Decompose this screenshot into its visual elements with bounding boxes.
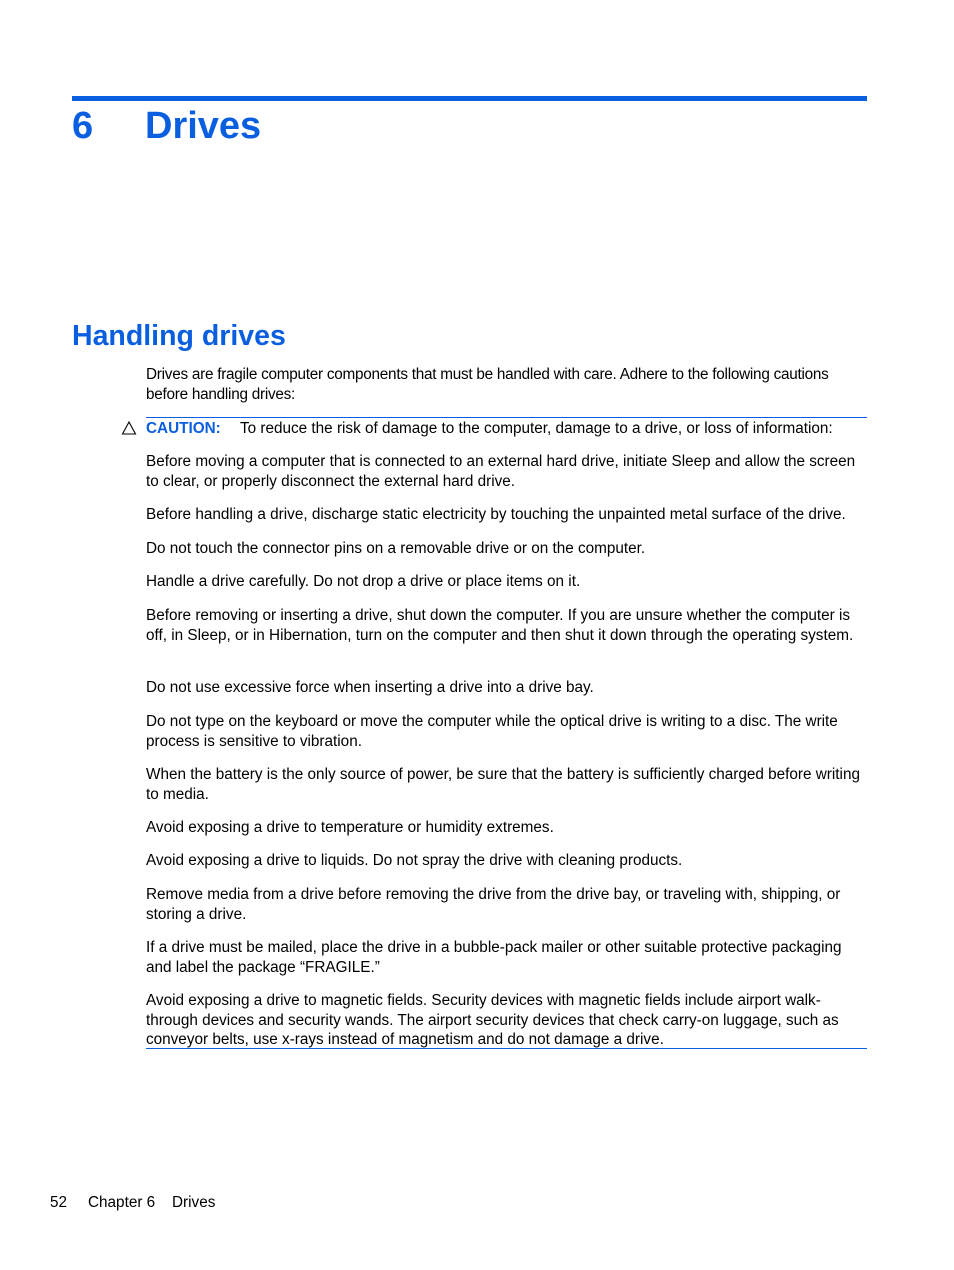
caution-bottom-rule <box>146 1048 867 1049</box>
caution-item: Before removing or inserting a drive, shut down the computer. If you are unsure whether the computer is off, in Sleep, or in Hibernation, turn on the computer and then shut it down through the operating system. <box>146 607 854 644</box>
caution-label: CAUTION: <box>146 420 221 437</box>
caution-line <box>146 419 868 439</box>
caution-item: Before handling a drive, discharge static electricity by touching the unpainted metal surface of the drive. <box>146 506 846 523</box>
caution-item: Handle a drive carefully. Do not drop a drive or place items on it. <box>146 573 581 590</box>
caution-item: When the battery is the only source of power, be sure that the battery is sufficiently charged before writing to media. <box>146 766 860 803</box>
caution-item: Do not type on the keyboard or move the computer while the optical drive is writing to a disc. The write process is sensitive to vibration. <box>146 713 838 750</box>
caution-item: Do not touch the connector pins on a removable drive or on the computer. <box>146 540 646 557</box>
caution-top-rule <box>146 417 867 418</box>
caution-triangle-icon <box>120 418 138 438</box>
caution-text: To reduce the risk of damage to the computer, damage to a drive, or loss of information: <box>240 420 833 437</box>
chapter-title: Drives <box>145 105 262 147</box>
footer-chapter-label: Chapter 6 <box>88 1194 156 1211</box>
footer-page-number: 52 <box>50 1194 68 1211</box>
footer-chapter-title: Drives <box>172 1194 216 1211</box>
intro-paragraph: Drives are fragile computer components that must be handled with care. Adhere to the following cautions before handling drives: <box>146 366 829 403</box>
caution-item: Avoid exposing a drive to magnetic fields. Security devices with magnetic fields include airport walk-through devices and security wands. The airport security devices that check carry-on luggage, such as conveyor belts, use x-rays instead of magnetism and do not damage a drive. <box>146 992 839 1048</box>
caution-item: Do not use excessive force when inserting a drive into a drive bay. <box>146 679 594 696</box>
section-heading: Handling drives <box>72 320 286 352</box>
caution-item: Before moving a computer that is connected to an external hard drive, initiate Sleep and allow the screen to clear, or properly disconnect the external hard drive. <box>146 453 856 490</box>
caution-item: If a drive must be mailed, place the drive in a bubble-pack mailer or other suitable protective packaging and label the package “FRAGILE.” <box>146 939 842 976</box>
chapter-number: 6 <box>72 105 94 147</box>
caution-item: Avoid exposing a drive to liquids. Do not spray the drive with cleaning products. <box>146 852 683 869</box>
caution-item: Remove media from a drive before removing the drive from the drive bay, or traveling with, shipping, or storing a drive. <box>146 886 841 923</box>
caution-item: Avoid exposing a drive to temperature or humidity extremes. <box>146 819 554 836</box>
